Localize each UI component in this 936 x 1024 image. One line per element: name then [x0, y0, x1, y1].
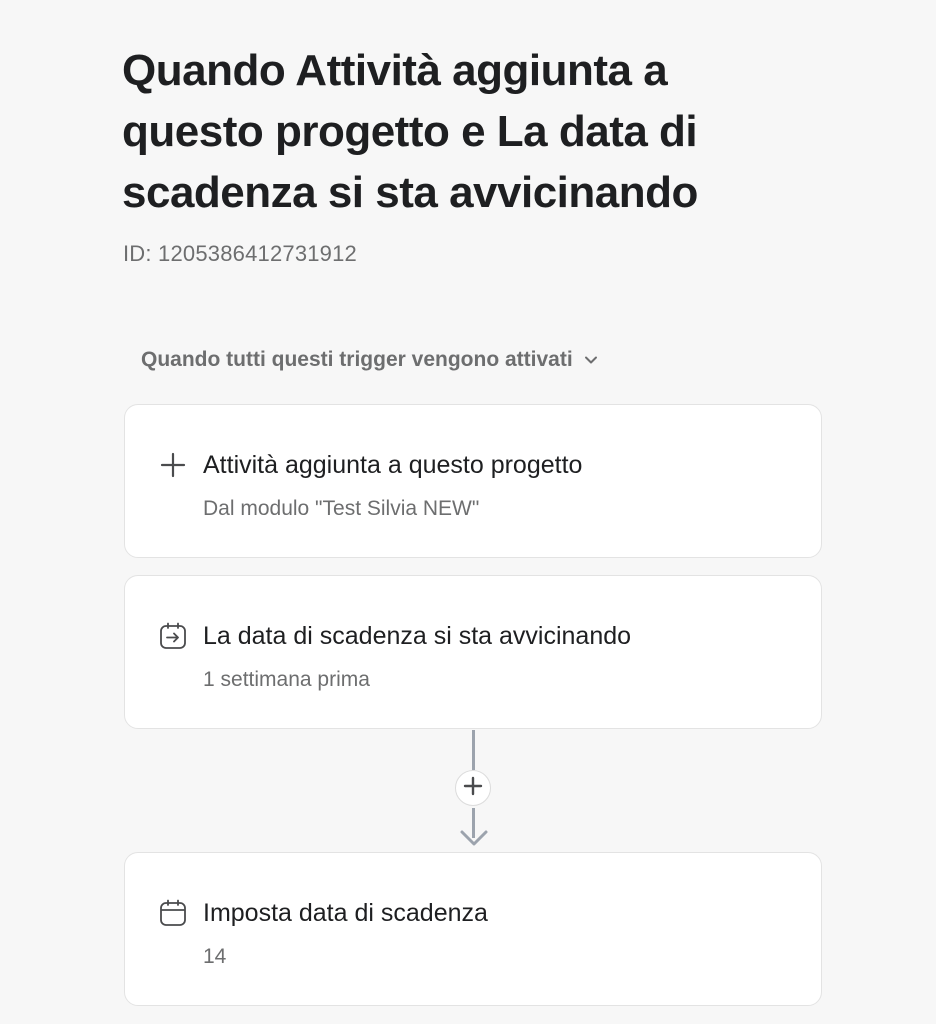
calendar-icon	[159, 899, 187, 927]
rule-id: ID: 1205386412731912	[123, 241, 357, 266]
plus-icon	[463, 776, 483, 801]
plus-icon	[159, 451, 187, 479]
trigger-mode-label: Quando tutti questi trigger vengono attivati	[141, 348, 573, 371]
chevron-down-icon	[583, 352, 599, 368]
trigger-subtitle: 1 settimana prima	[203, 668, 370, 691]
trigger-card-due-date-approaching[interactable]	[124, 575, 822, 729]
trigger-title: Attività aggiunta a questo progetto	[203, 451, 583, 479]
flow-connector-line	[472, 730, 475, 770]
trigger-card-task-added[interactable]	[124, 404, 822, 558]
trigger-subtitle: Dal modulo "Test Silvia NEW"	[203, 497, 480, 520]
calendar-arrow-icon	[159, 622, 187, 650]
action-title: Imposta data di scadenza	[203, 899, 488, 927]
trigger-mode-dropdown[interactable]	[141, 346, 599, 374]
action-subtitle: 14	[203, 945, 227, 968]
rule-title: Quando Attività aggiunta a questo progetto e La data di scadenza si sta avvicinando	[122, 46, 698, 217]
trigger-title: La data di scadenza si sta avvicinando	[203, 622, 632, 650]
arrow-down-icon	[459, 826, 489, 848]
action-card-set-due-date[interactable]	[124, 852, 822, 1006]
add-step-button[interactable]	[455, 770, 491, 806]
